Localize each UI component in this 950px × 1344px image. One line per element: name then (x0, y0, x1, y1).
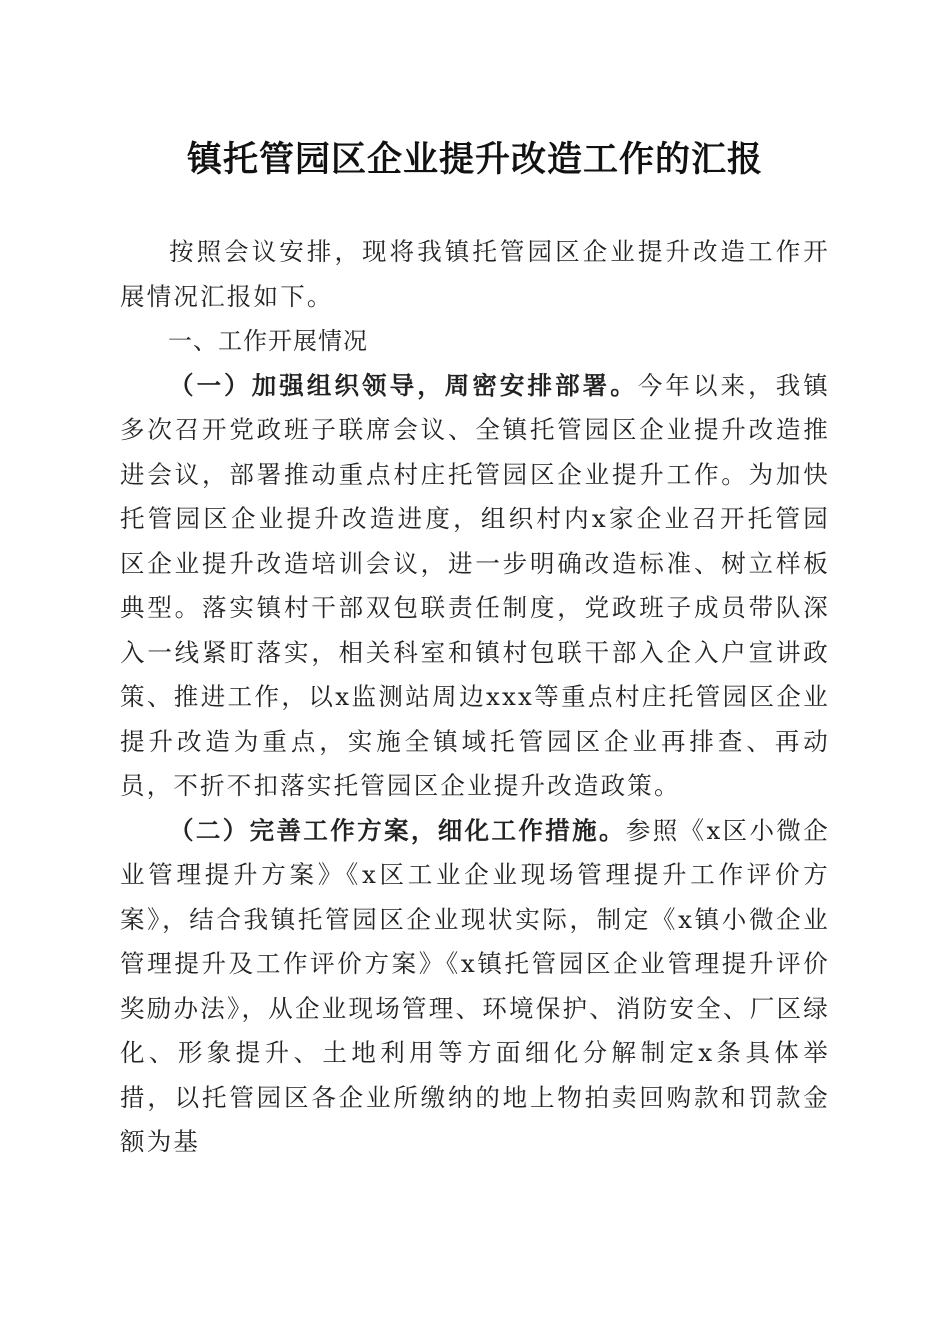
document-body (120, 230, 830, 1165)
intro-paragraph: 按照会议安排，现将我镇托管园区企业提升改造工作开展情况汇报如下。 (120, 237, 830, 311)
paragraph-plan (120, 809, 830, 1165)
paragraph-text: 参照《x区小微企业管理提升方案》《x区工业企业现场管理提升工作评价方案》，结合我镇托管园区企业现状实际，制定《x镇小微企业管理提升及工作评价方案》《x镇托管园区企业管理提升评价奖励办法》，从企业现场管理、环境保护、消防安全、厂区绿化、形象提升、土地利用等方面细化分解制定x条具体举措，以托管园区各企业所缴纳的地上物拍卖回购款和罚款金额为基 (120, 815, 830, 1156)
section-heading: 一、工作开展情况 (168, 327, 368, 355)
paragraph-lead: （一）加强组织领导，周密安排部署。 (169, 370, 638, 400)
paragraph-lead: （二）完善工作方案，细化工作措施。 (169, 815, 626, 845)
paragraph-text: 今年以来，我镇多次召开党政班子联席会议、全镇托管园区企业提升改造推进会议，部署推动重点村庄托管园区企业提升工作。为加快托管园区企业提升改造进度，组织村内x家企业召开托管园区企业提升改造培训会议，进一步明确改造标准、树立样板典型。落实镇村干部双包联责任制度，党政班子成员带队深入一线紧盯落实，相关科室和镇村包联干部入企入户宣讲政策、推进工作，以x监测站周边xxx等重点村庄托管园区企业提升改造为重点，实施全镇域托管园区企业再排查、再动员，不折不扣落实托管园区企业提升改造政策。 (120, 370, 830, 800)
paragraph-organization (120, 364, 830, 809)
document-title: 镇托管园区企业提升改造工作的汇报 (186, 139, 763, 180)
